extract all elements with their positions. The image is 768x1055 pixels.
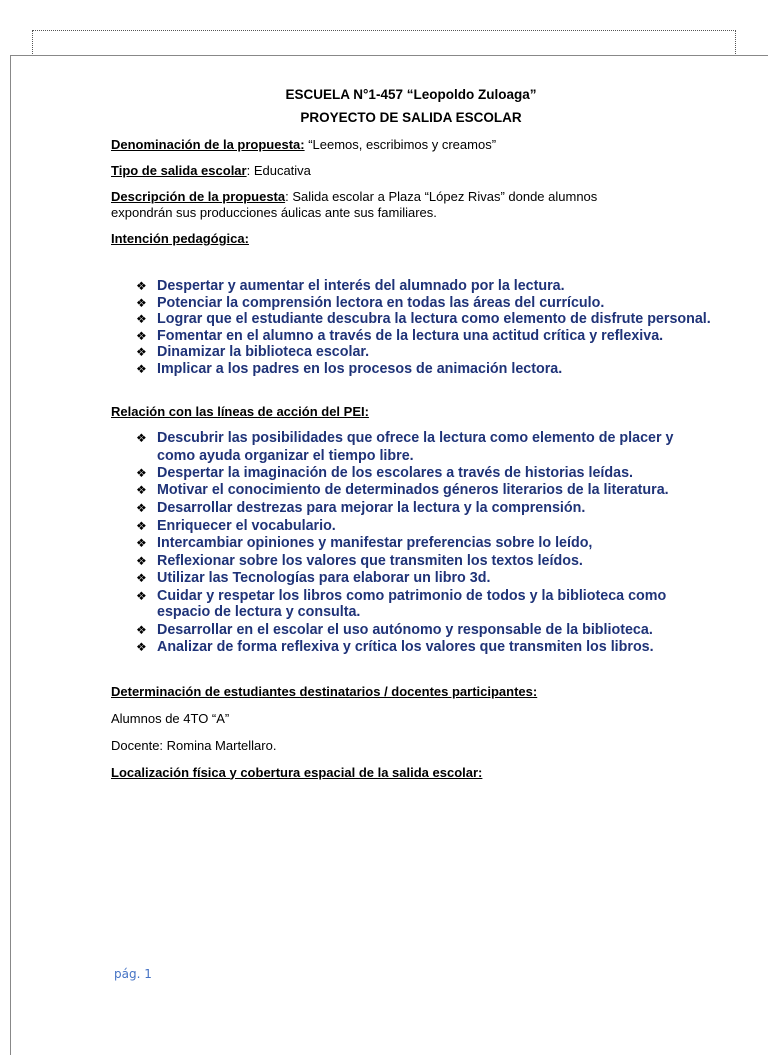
document-page: [10, 55, 768, 1055]
diamond-bullet-icon: ❖: [136, 482, 147, 497]
list-item: ❖ Reflexionar sobre los valores que transmiten los textos leídos.: [136, 552, 583, 569]
diamond-bullet-icon: ❖: [136, 640, 147, 654]
tipo-value: : Educativa: [246, 163, 311, 178]
list-item: ❖ Lograr que el estudiante descubra la lectura como elemento de disfrute personal.: [136, 311, 711, 327]
denominacion-label: Denominación de la propuesta:: [111, 137, 305, 152]
list-item: ❖ Despertar y aumentar el interés del alumnado por la lectura.: [136, 278, 565, 294]
list-item: ❖ Descubrir las posibilidades que ofrece la lectura como elemento de placer y como ayuda organizar el tiempo libre.: [136, 430, 674, 464]
destinatarios-label: Determinación de estudiantes destinatarios / docentes participantes:: [111, 683, 538, 699]
diamond-bullet-icon: ❖: [136, 466, 147, 480]
list-item: ❖ Motivar el conocimiento de determinados géneros literarios de la literatura.: [136, 481, 669, 498]
intencion-label: Intención pedagógica:: [111, 231, 249, 246]
list-item: ❖ Desarrollar destrezas para mejorar la lectura y la comprensión.: [136, 500, 586, 516]
descripcion-line: [111, 189, 711, 205]
list-item: ❖ Analizar de forma reflexiva y crítica los valores que transmiten los libros.: [136, 639, 654, 655]
tipo-label: Tipo de salida escolar: [111, 163, 247, 178]
list-item: ❖ Cuidar y respetar los libros como patrimonio de todos y la biblioteca como espacio de lectura y consulta.: [136, 587, 667, 620]
descripcion-line-2: expondrán sus producciones áulicas ante sus familiares.: [111, 205, 437, 220]
denominacion-line: [111, 137, 711, 153]
relacion-label: Relación con las líneas de acción del PEI:: [111, 404, 369, 419]
list-item: ❖ Fomentar en el alumno a través de la lectura una actitud crítica y reflexiva.: [136, 327, 664, 344]
localizacion-label: Localización física y cobertura espacial de la salida escolar:: [111, 764, 483, 780]
document-content: [111, 86, 711, 781]
page-number: pág. 1: [114, 967, 152, 981]
project-title: PROYECTO DE SALIDA ESCOLAR: [300, 110, 522, 125]
docente-line: Docente: Romina Martellaro.: [111, 737, 277, 753]
diamond-bullet-icon: ❖: [136, 588, 147, 603]
diamond-bullet-icon: ❖: [136, 553, 147, 568]
localizacion-heading: [111, 765, 711, 781]
intencion-heading: [111, 231, 711, 247]
list-item: ❖ Utilizar las Tecnologías para elaborar un libro 3d.: [136, 570, 491, 586]
list-item: ❖ Implicar a los padres en los procesos de animación lectora.: [136, 360, 563, 377]
diamond-bullet-icon: ❖: [136, 622, 147, 637]
diamond-bullet-icon: ❖: [136, 518, 147, 533]
list-item: ❖ Enriquecer el vocabulario.: [136, 517, 336, 534]
alumnos-line: Alumnos de 4TO “A”: [111, 710, 230, 726]
tipo-line: [111, 163, 711, 179]
list-item: ❖ Desarrollar en el escolar el uso autónomo y responsable de la biblioteca.: [136, 621, 653, 638]
relacion-list: [111, 429, 711, 656]
descripcion-value: : Salida escolar a Plaza “López Rivas” donde alumnos: [285, 189, 598, 204]
list-item: ❖ Intercambiar opiniones y manifestar preferencias sobre lo leído,: [136, 535, 593, 551]
relacion-heading: [111, 404, 711, 420]
diamond-bullet-icon: ❖: [136, 312, 147, 326]
diamond-bullet-icon: ❖: [136, 345, 147, 359]
diamond-bullet-icon: ❖: [136, 536, 147, 550]
school-title: ESCUELA N°1-457 “Leopoldo Zuloaga”: [285, 87, 537, 102]
diamond-bullet-icon: ❖: [136, 361, 147, 376]
list-item: ❖ Despertar la imaginación de los escolares a través de historias leídas.: [136, 465, 633, 481]
descripcion-label: Descripción de la propuesta: [111, 189, 286, 204]
list-item: ❖ Dinamizar la biblioteca escolar.: [136, 344, 370, 360]
destinatarios-heading: [111, 684, 711, 700]
diamond-bullet-icon: ❖: [136, 279, 147, 293]
denominacion-value: “Leemos, escribimos y creamos”: [304, 137, 497, 152]
diamond-bullet-icon: ❖: [136, 571, 147, 585]
diamond-bullet-icon: ❖: [136, 501, 147, 515]
diamond-bullet-icon: ❖: [136, 431, 147, 445]
diamond-bullet-icon: ❖: [136, 328, 147, 343]
intencion-list: [111, 278, 711, 377]
diamond-bullet-icon: ❖: [136, 295, 147, 310]
list-item: ❖ Potenciar la comprensión lectora en todas las áreas del currículo.: [136, 294, 605, 311]
